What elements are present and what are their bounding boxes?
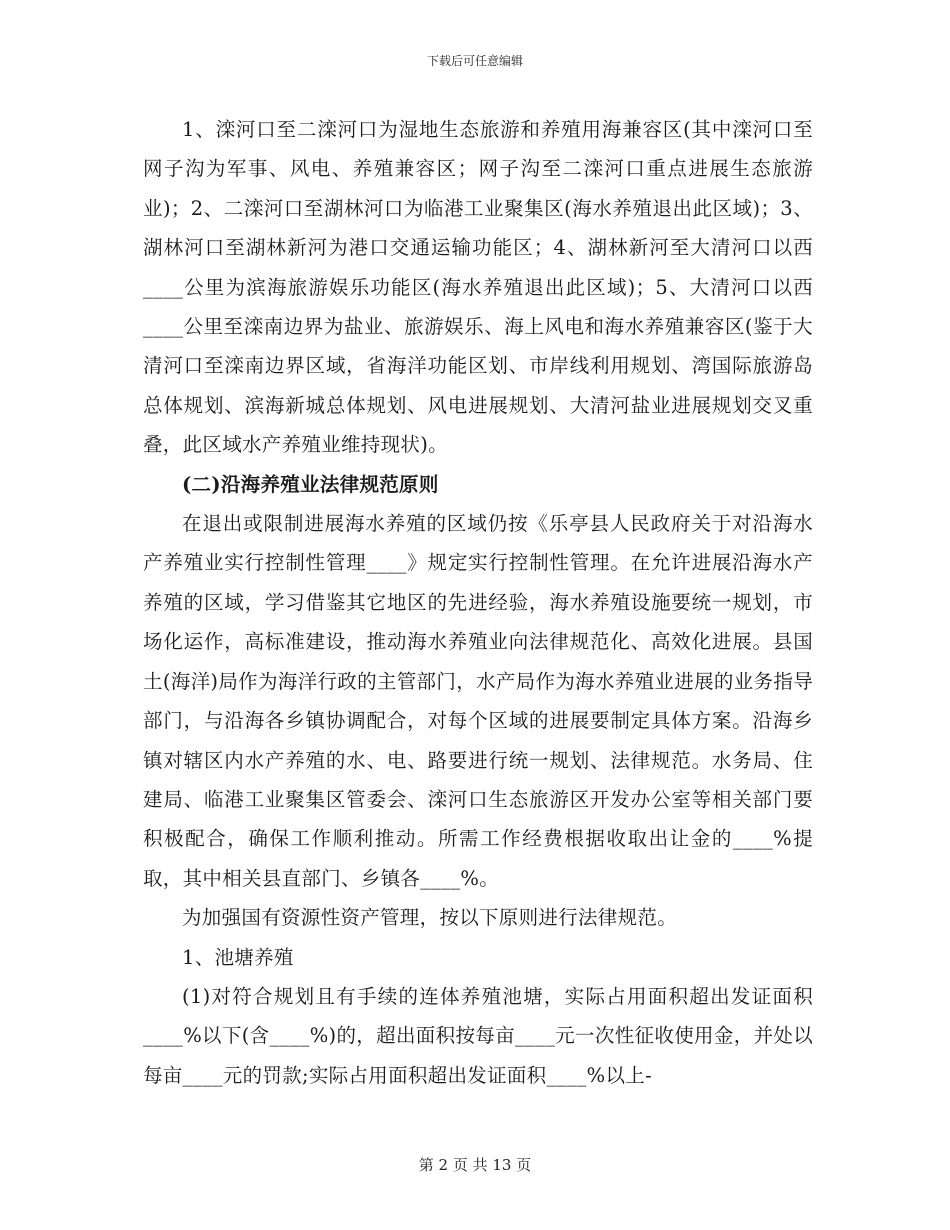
paragraph-zoning: 1、滦河口至二滦河口为湿地生态旅游和养殖用海兼容区(其中滦河口至网子沟为军事、风电、养殖兼容区；网子沟至二滦河口重点进展生态旅游业)；2、二滦河口至湖林河口为临港工业聚集区(海水养殖退出此区域)；3、湖林河口至湖林新河为港口交通运输功能区；4、湖林新河至大清河口以西____公里为滨海旅游娱乐功能区(海水养殖退出此区域)；5、大清河口以西____公里至滦南边界为盐业、旅游娱乐、海上风电和海水养殖兼容区(鉴于大清河口至滦南边界区域，省海洋功能区划、市岸线利用规划、湾国际旅游岛总体规划、滨海新城总体规划、风电进展规划、大清河盐业进展规划交叉重叠，此区域水产养殖业维持现状)。 (143, 118, 813, 457)
document-body (143, 110, 813, 1095)
page-number-footer: 第 2 页 共 13 页 (418, 1156, 532, 1174)
paragraph-management: 在退出或限制进展海水养殖的区域仍按《乐亭县人民政府关于对沿海水产养殖业实行控制性管理____》规定实行控制性管理。在允许进展沿海水产养殖的区域，学习借鉴其它地区的先进经验，海水养殖设施要统一规划，市场化运作，高标准建设，推动海水养殖业向法律规范化、高效化进展。县国土(海洋)局作为海洋行政的主管部门，水产局作为海水养殖业进展的业务指导部门，与沿海各乡镇协调配合，对每个区域的进展要制定具体方案。沿海乡镇对辖区内水产养殖的水、电、路要进行统一规划、法律规范。水务局、住建局、临港工业聚集区管委会、滦河口生态旅游区开发办公室等相关部门要积极配合，确保工作顺利推动。所需工作经费根据收取出让金的____%提取，其中相关县直部门、乡镇各____%。 (143, 512, 813, 890)
paragraph-pond-rule-1: (1)对符合规划且有手续的连体养殖池塘，实际占用面积超出发证面积____%以下(含____%)的，超出面积按每亩____元一次性征收使用金，并处以每亩____元的罚款;实际占用面积超出发证面积____%以上- (143, 984, 813, 1087)
subheading-pond-farming: 1、池塘养殖 (182, 945, 294, 969)
section-heading: (二)沿海养殖业法律规范原则 (182, 472, 439, 496)
paragraph-principles-intro: 为加强国有资源性资产管理，按以下原则进行法律规范。 (182, 906, 678, 930)
page-header: 下载后可任意编辑 (426, 54, 523, 68)
